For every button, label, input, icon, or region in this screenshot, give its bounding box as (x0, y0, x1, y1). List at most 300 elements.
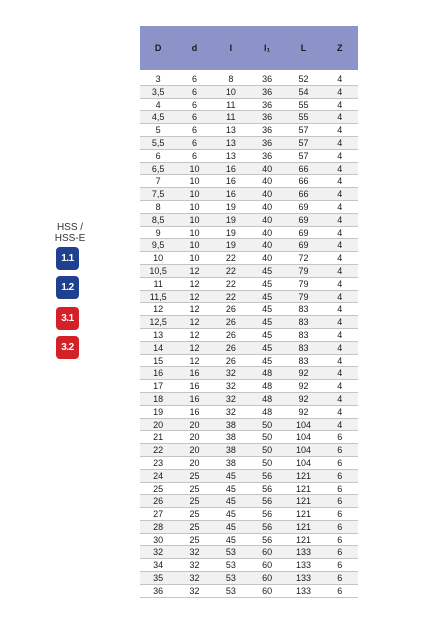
table-cell: 11 (226, 112, 236, 123)
table-cell: 36 (262, 137, 273, 148)
table-cell: 60 (262, 560, 273, 571)
table-cell: 12 (189, 355, 200, 366)
table-cell: 45 (262, 355, 273, 366)
table-cell: 13 (225, 125, 236, 136)
table-cell: 121 (295, 496, 311, 507)
table-cell: 32 (189, 585, 200, 596)
table-cell: 19 (225, 240, 236, 251)
table-cell: 25 (189, 521, 200, 532)
table-cell: 17 (153, 381, 164, 392)
table-cell: 25 (189, 470, 200, 481)
table-cell: 50 (262, 432, 273, 443)
table-cell: 92 (298, 406, 309, 417)
table-cell: 13 (225, 137, 236, 148)
table-cell: 60 (262, 585, 273, 596)
table-cell: 4 (337, 137, 343, 148)
table-cell: 4 (337, 291, 343, 302)
table-cell: 9,5 (151, 240, 165, 251)
table-cell: 72 (298, 253, 309, 264)
table-cell: 40 (262, 227, 273, 238)
table-cell: 45 (262, 304, 273, 315)
table-cell: 92 (298, 393, 309, 404)
table-cell: 6 (191, 86, 197, 97)
table-cell: 48 (262, 381, 273, 392)
table-cell: 4 (337, 201, 343, 212)
table-cell: 22 (225, 265, 236, 276)
table-cell: 121 (295, 483, 311, 494)
table-cell: 36 (262, 112, 273, 123)
table-row (140, 111, 358, 124)
table-cell: 48 (262, 406, 273, 417)
table-row (140, 367, 358, 380)
table-cell: 25 (189, 483, 200, 494)
table-cell: 13 (153, 329, 164, 340)
table-cell: 56 (262, 509, 273, 520)
table-cell: 36 (262, 74, 273, 84)
table-cell: 4 (337, 112, 343, 123)
table-cell: 4,5 (151, 112, 165, 123)
table-cell: 4 (337, 329, 343, 340)
table-row (140, 406, 358, 419)
table-cell: 55 (298, 99, 309, 110)
header-L: L (300, 43, 307, 53)
table-cell: 104 (295, 445, 311, 456)
table-cell: 56 (262, 521, 273, 532)
table-row (140, 150, 358, 163)
table-cell: 8 (155, 201, 161, 212)
material-badge-1-1: 1.1 (56, 247, 79, 270)
table-cell: 8,5 (151, 214, 165, 225)
table-cell: 36 (153, 585, 164, 596)
table-cell: 32 (189, 560, 200, 571)
table-cell: 79 (298, 291, 309, 302)
table-cell: 6 (191, 74, 197, 84)
table-cell: 4 (337, 74, 343, 84)
table-cell: 10 (189, 176, 200, 187)
material-label (52, 222, 88, 244)
table-cell: 57 (298, 125, 309, 136)
table-cell: 28 (153, 521, 164, 532)
table-row (140, 329, 358, 342)
table-cell: 4 (337, 381, 343, 392)
table-cell: 83 (298, 329, 309, 340)
table-row (140, 444, 358, 457)
table-cell: 56 (262, 534, 273, 545)
table-row (140, 470, 358, 483)
table-row (140, 521, 358, 534)
table-row (140, 175, 358, 188)
table-cell: 121 (295, 470, 311, 481)
table-cell: 52 (298, 74, 309, 84)
header-l: l (229, 43, 233, 53)
table-cell: 16 (225, 189, 236, 200)
table-cell: 10 (189, 189, 200, 200)
table-cell: 36 (262, 125, 273, 136)
table-cell: 4 (337, 278, 343, 289)
table-cell: 16 (153, 368, 164, 379)
table-cell: 40 (262, 163, 273, 174)
table-cell: 4 (337, 189, 343, 200)
table-cell: 40 (262, 189, 273, 200)
table-cell: 3 (155, 74, 161, 84)
table-cell: 6 (337, 483, 343, 494)
table-cell: 50 (262, 419, 273, 430)
table-row (140, 572, 358, 585)
table-cell: 6 (337, 496, 343, 507)
table-cell: 4 (337, 355, 343, 366)
table-cell: 6 (337, 534, 343, 545)
table-row (140, 227, 358, 240)
table-cell: 10 (189, 227, 200, 238)
table-cell: 11,5 (149, 291, 167, 302)
table-cell: 18 (153, 393, 164, 404)
table-cell: 10 (225, 86, 236, 97)
table-cell: 26 (225, 342, 236, 353)
table-cell: 10,5 (149, 265, 167, 276)
table-cell: 53 (225, 573, 236, 584)
table-cell: 26 (225, 329, 236, 340)
table-row (140, 265, 358, 278)
table-cell: 12 (189, 317, 200, 328)
table-cell: 32 (225, 406, 236, 417)
table-cell: 40 (262, 214, 273, 225)
table-cell: 60 (262, 547, 273, 558)
table-cell: 4 (337, 304, 343, 315)
table-cell: 4 (337, 406, 343, 417)
table-cell: 56 (262, 483, 273, 494)
table-row (140, 201, 358, 214)
table-cell: 6 (337, 521, 343, 532)
table-row (140, 508, 358, 521)
table-row (140, 73, 358, 86)
table-cell: 22 (225, 278, 236, 289)
table-cell: 9 (155, 227, 161, 238)
table-cell: 48 (262, 393, 273, 404)
table-cell: 7,5 (151, 189, 165, 200)
table-cell: 4 (337, 253, 343, 264)
table-cell: 16 (189, 368, 200, 379)
table-cell: 4 (337, 86, 343, 97)
header-d: d (191, 43, 198, 53)
table-cell: 35 (153, 573, 164, 584)
table-cell: 20 (189, 457, 200, 468)
table-cell: 104 (295, 457, 311, 468)
table-cell: 34 (153, 560, 164, 571)
table-cell: 10 (189, 240, 200, 251)
table-cell: 6 (337, 585, 343, 596)
table-cell: 12 (189, 265, 200, 276)
table-header (140, 26, 358, 70)
table-cell: 6 (191, 150, 197, 161)
table-cell: 14 (153, 342, 164, 353)
table-cell: 53 (225, 560, 236, 571)
table-cell: 53 (225, 547, 236, 558)
table-cell: 6 (337, 547, 343, 558)
table-cell: 5 (155, 125, 161, 136)
table-cell: 12 (153, 304, 164, 315)
dimensions-table (140, 26, 358, 598)
table-row (140, 278, 358, 291)
table-cell: 5,5 (151, 137, 165, 148)
material-label-line1: HSS / (56, 222, 84, 233)
table-row (140, 99, 358, 112)
table-row (140, 342, 358, 355)
table-cell: 32 (225, 368, 236, 379)
table-cell: 83 (298, 304, 309, 315)
table-cell: 13 (225, 150, 236, 161)
table-cell: 133 (295, 560, 311, 571)
header-l1: l₁ (264, 43, 271, 53)
table-cell: 57 (298, 137, 309, 148)
table-cell: 16 (189, 393, 200, 404)
table-cell: 69 (298, 240, 309, 251)
table-cell: 4 (155, 99, 161, 110)
table-cell: 19 (153, 406, 164, 417)
table-cell: 45 (225, 509, 236, 520)
table-cell: 79 (298, 278, 309, 289)
table-cell: 69 (298, 201, 309, 212)
table-cell: 50 (262, 457, 273, 468)
table-cell: 6 (155, 150, 161, 161)
table-cell: 55 (298, 112, 309, 123)
table-cell: 45 (225, 496, 236, 507)
table-row (140, 546, 358, 559)
table-cell: 10 (189, 253, 200, 264)
table-cell: 4 (337, 150, 343, 161)
table-cell: 6 (191, 137, 197, 148)
table-row (140, 457, 358, 470)
table-cell: 25 (189, 496, 200, 507)
table-cell: 6 (191, 125, 197, 136)
table-cell: 60 (262, 573, 273, 584)
table-cell: 69 (298, 214, 309, 225)
table-row (140, 188, 358, 201)
table-cell: 12 (189, 291, 200, 302)
table-cell: 22 (225, 253, 236, 264)
table-row (140, 431, 358, 444)
table-cell: 7 (155, 176, 161, 187)
table-cell: 11 (226, 99, 236, 110)
material-badge-3-1: 3.1 (56, 307, 79, 330)
table-cell: 6 (191, 112, 197, 123)
table-cell: 25 (189, 509, 200, 520)
table-cell: 92 (298, 368, 309, 379)
table-cell: 19 (225, 201, 236, 212)
table-cell: 45 (225, 483, 236, 494)
table-cell: 133 (295, 547, 311, 558)
table-row (140, 585, 358, 598)
table-cell: 4 (337, 163, 343, 174)
table-row (140, 124, 358, 137)
table-cell: 45 (225, 521, 236, 532)
table-cell: 27 (153, 509, 164, 520)
table-cell: 6 (337, 432, 343, 443)
table-cell: 32 (189, 547, 200, 558)
table-cell: 4 (337, 368, 343, 379)
table-cell: 32 (225, 393, 236, 404)
table-cell: 20 (189, 419, 200, 430)
table-cell: 36 (262, 150, 273, 161)
table-row (140, 483, 358, 496)
table-cell: 25 (153, 483, 164, 494)
table-cell: 32 (225, 381, 236, 392)
table-row (140, 214, 358, 227)
table-cell: 121 (295, 534, 311, 545)
table-cell: 4 (337, 265, 343, 276)
table-cell: 56 (262, 470, 273, 481)
table-cell: 38 (225, 419, 236, 430)
table-cell: 79 (298, 265, 309, 276)
table-body (140, 73, 358, 598)
table-cell: 38 (225, 445, 236, 456)
table-cell: 50 (262, 445, 273, 456)
table-cell: 45 (262, 278, 273, 289)
table-row (140, 239, 358, 252)
table-cell: 69 (298, 227, 309, 238)
material-label-line2: HSS-E (54, 233, 86, 244)
table-cell: 56 (262, 496, 273, 507)
table-cell: 12 (189, 304, 200, 315)
table-cell: 10 (153, 253, 164, 264)
table-cell: 4 (337, 240, 343, 251)
table-row (140, 355, 358, 368)
table-cell: 121 (295, 521, 311, 532)
table-cell: 19 (225, 214, 236, 225)
table-cell: 26 (153, 496, 164, 507)
table-cell: 54 (298, 86, 309, 97)
material-badge-1-2: 1.2 (56, 276, 79, 299)
table-cell: 45 (262, 291, 273, 302)
table-cell: 40 (262, 201, 273, 212)
table-cell: 26 (225, 304, 236, 315)
table-cell: 38 (225, 432, 236, 443)
table-cell: 57 (298, 150, 309, 161)
table-cell: 83 (298, 317, 309, 328)
table-row (140, 559, 358, 572)
table-cell: 32 (189, 573, 200, 584)
table-cell: 133 (295, 585, 311, 596)
table-cell: 11 (153, 278, 163, 289)
table-cell: 23 (153, 457, 164, 468)
table-cell: 4 (337, 419, 343, 430)
table-cell: 20 (189, 432, 200, 443)
table-cell: 32 (153, 547, 164, 558)
table-row (140, 163, 358, 176)
table-row (140, 303, 358, 316)
table-cell: 10 (189, 214, 200, 225)
table-cell: 45 (225, 534, 236, 545)
table-cell: 40 (262, 176, 273, 187)
table-cell: 10 (189, 201, 200, 212)
header-D: D (154, 43, 162, 53)
table-cell: 133 (295, 573, 311, 584)
table-cell: 16 (225, 163, 236, 174)
table-cell: 19 (225, 227, 236, 238)
table-cell: 66 (298, 189, 309, 200)
table-cell: 6 (337, 457, 343, 468)
table-cell: 6 (191, 99, 197, 110)
table-cell: 40 (262, 253, 273, 264)
table-cell: 16 (189, 381, 200, 392)
table-cell: 3,5 (151, 86, 165, 97)
table-cell: 66 (298, 176, 309, 187)
table-cell: 6,5 (151, 163, 165, 174)
table-cell: 15 (153, 355, 164, 366)
table-cell: 6 (337, 470, 343, 481)
table-row (140, 380, 358, 393)
table-cell: 4 (337, 317, 343, 328)
table-cell: 6 (337, 573, 343, 584)
table-cell: 48 (262, 368, 273, 379)
table-cell: 45 (262, 317, 273, 328)
table-cell: 4 (337, 342, 343, 353)
header-Z: Z (337, 43, 343, 53)
table-row (140, 137, 358, 150)
table-cell: 66 (298, 163, 309, 174)
table-cell: 83 (298, 342, 309, 353)
table-cell: 24 (153, 470, 164, 481)
table-cell: 4 (337, 125, 343, 136)
table-cell: 12 (189, 329, 200, 340)
table-cell: 25 (189, 534, 200, 545)
table-cell: 45 (225, 470, 236, 481)
table-row (140, 495, 358, 508)
table-cell: 83 (298, 355, 309, 366)
table-cell: 10 (189, 163, 200, 174)
table-cell: 6 (337, 560, 343, 571)
table-cell: 22 (153, 445, 164, 456)
table-cell: 12 (189, 278, 200, 289)
table-cell: 16 (225, 176, 236, 187)
table-cell: 4 (337, 227, 343, 238)
table-cell: 6 (337, 445, 343, 456)
table-cell: 26 (225, 355, 236, 366)
table-cell: 30 (153, 534, 164, 545)
table-cell: 45 (262, 342, 273, 353)
table-cell: 36 (262, 99, 273, 110)
table-cell: 92 (298, 381, 309, 392)
table-cell: 4 (337, 176, 343, 187)
table-row (140, 534, 358, 547)
material-badge-3-2: 3.2 (56, 336, 79, 359)
table-cell: 22 (225, 291, 236, 302)
table-cell: 20 (189, 445, 200, 456)
table-cell: 8 (228, 74, 234, 84)
table-cell: 45 (262, 329, 273, 340)
table-cell: 12 (189, 342, 200, 353)
table-cell: 104 (295, 419, 311, 430)
table-cell: 4 (337, 99, 343, 110)
table-cell: 45 (262, 265, 273, 276)
table-row (140, 419, 358, 432)
table-cell: 121 (295, 509, 311, 520)
table-row (140, 291, 358, 304)
table-row (140, 86, 358, 99)
table-cell: 6 (337, 509, 343, 520)
table-cell: 26 (225, 317, 236, 328)
table-cell: 36 (262, 86, 273, 97)
table-cell: 40 (262, 240, 273, 251)
table-row (140, 252, 358, 265)
table-cell: 38 (225, 457, 236, 468)
table-cell: 104 (295, 432, 311, 443)
table-cell: 4 (337, 393, 343, 404)
table-cell: 4 (337, 214, 343, 225)
table-row (140, 316, 358, 329)
table-cell: 20 (153, 419, 164, 430)
table-cell: 16 (189, 406, 200, 417)
table-row (140, 393, 358, 406)
